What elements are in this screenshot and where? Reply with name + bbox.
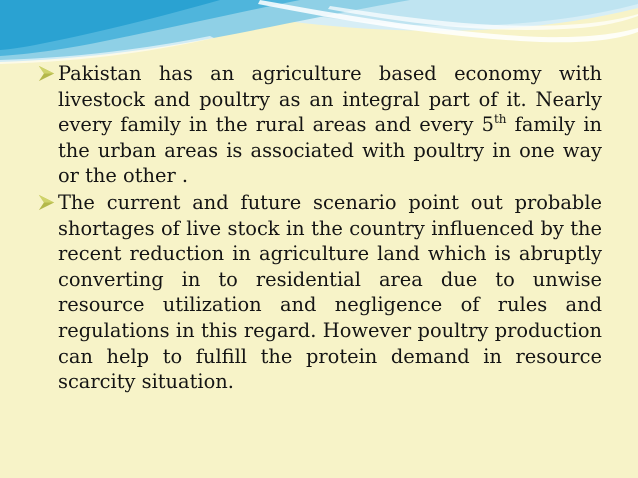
arrow-bullet-icon	[38, 194, 55, 211]
bullet-1-superscript: th	[493, 111, 507, 126]
bullet-paragraph-2	[38, 190, 602, 395]
bullet-paragraph-1	[38, 61, 602, 189]
slide-body	[38, 61, 602, 396]
header-wave-decoration	[0, 0, 638, 70]
bullet-2-text: The current and future scenario point out probable shortages of live stock in the country influenced by the recent reduction in agriculture land which is abruptly converting in to residential area due to unwise resource utilization and negligence of rules and regulations in this regard. However poultry production can help to fulfill the protein demand in resource scarcity situation.	[58, 190, 602, 394]
arrow-bullet-icon	[38, 65, 55, 82]
bullet-1-text-tail: family in the urban areas is associated with poultry in one way or the other .	[58, 113, 603, 188]
bullet-1-text: Pakistan has an agriculture based economy with livestock and poultry as an integral part of it. Nearly every family in the rural areas and every 5	[58, 62, 602, 137]
